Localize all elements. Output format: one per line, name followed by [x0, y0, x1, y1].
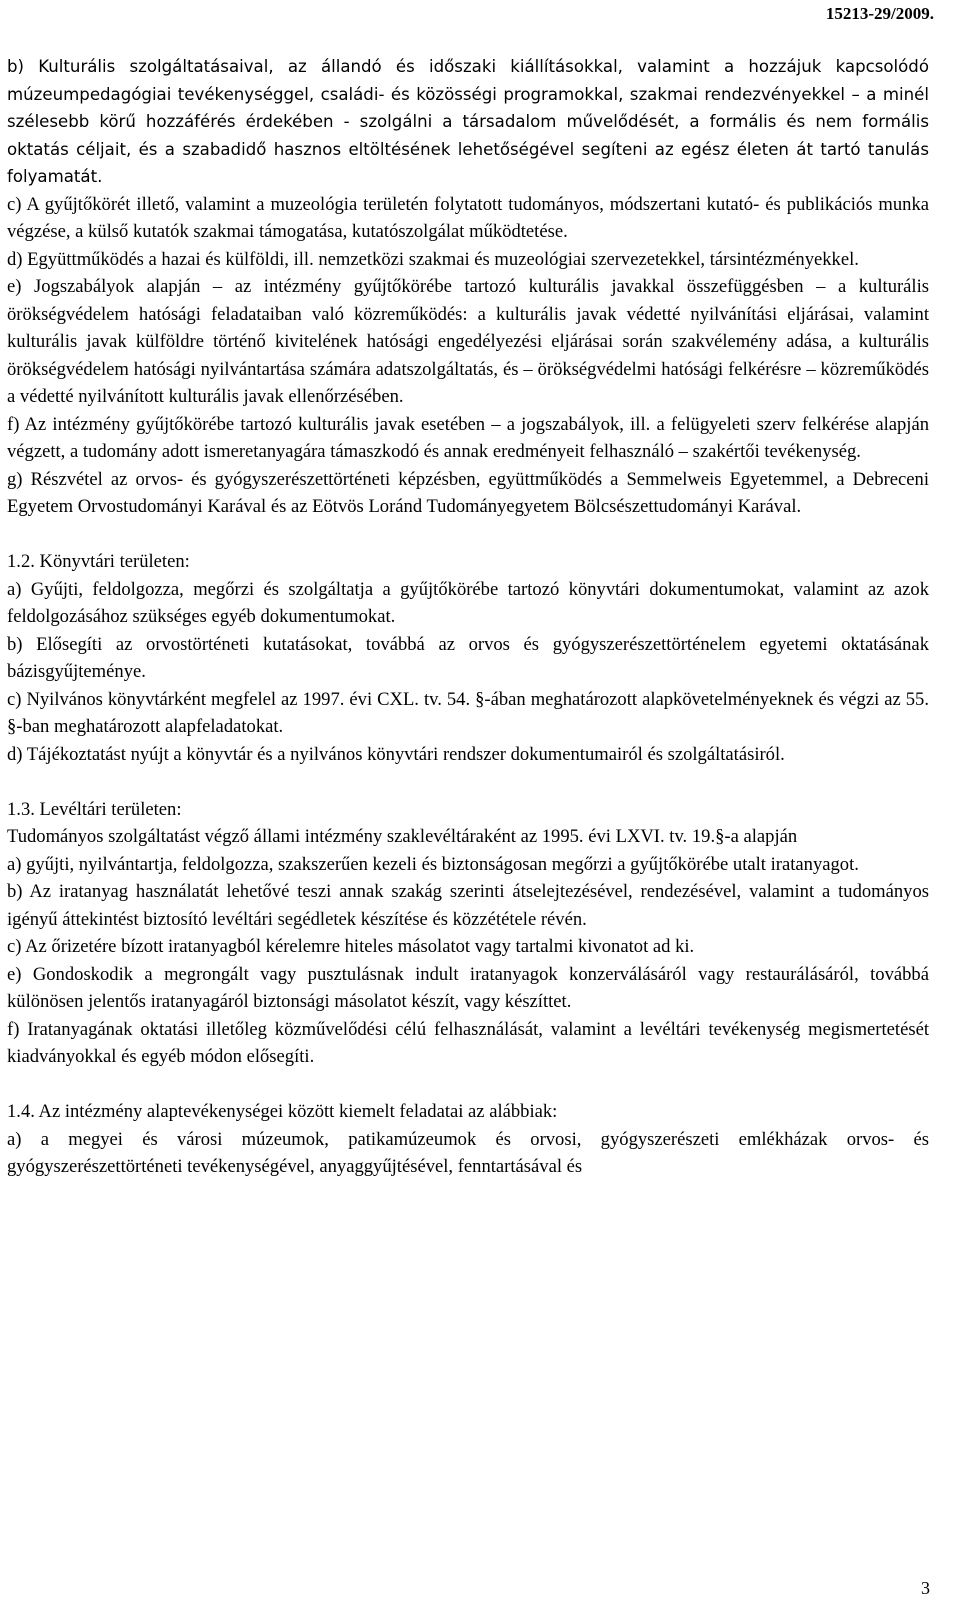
- paragraph-e-heritage-protection: e) Jogszabályok alapján – az intézmény gyűjtőkörébe tartozó kulturális javakkal összefüggésben – a kulturális örökségvédelem hatósági feladataiban való közreműködés: a kulturális javak védetté nyilvánítási eljárásai, valamint kulturális javak külföldre történő kivitelének hatósági engedélyezési eljárásai során szakvélemény adása, a kulturális örökségvédelem hatósági nyilvántartása számára adatszolgáltatás, és – örökségvédelmi hatósági felkérésre – közreműködés a védetté nyilvánított kulturális javak ellenőrzésében.: [7, 276, 929, 407]
- archive-item-c: c) Az őrizetére bízott iratanyagból kérelemre hiteles másolatot vagy tartalmi kivonatot ad ki.: [7, 936, 695, 957]
- paragraph-b-cultural-services: b) Kulturális szolgáltatásaival, az állandó és időszaki kiállításokkal, valamint a hozzájuk kapcsolódó múzeumpedagógiai tevékenységgel, családi- és közösségi programokkal, szakmai rendezvényekkel – a minél szélesebb körű hozzáférés érdekében - szolgálni a társadalom művelődését, a formális és nem formális oktatás céljait, és a szabadidő hasznos eltöltésének lehetőségével segíteni az egész életen át tartó tanulás folyamatát.: [7, 57, 929, 186]
- paragraph-f-expert-activity: f) Az intézmény gyűjtőkörébe tartozó kulturális javak esetében – a jogszabályok, ill. a felügyeleti szerv felkérése alapján végzett, a tudomány adott ismeretanyagára támaszkodó és annak eredményeit felhasználó – szakértői tevékenység.: [7, 413, 929, 462]
- section-1-3-heading: 1.3. Levéltári területen:: [7, 798, 182, 820]
- page-number: 3: [921, 1578, 930, 1598]
- paragraph-g-education: g) Részvétel az orvos- és gyógyszerészettörténeti képzésben, együttműködés a Semmelweis Egyetemmel, a Debreceni Egyetem Orvostudományi Karával és az Eötvös Loránd Tudományegyetem Bölcsészettudományi Karával.: [7, 468, 929, 517]
- core-task-item-a: a) a megyei és városi múzeumok, patikamúzeumok és orvosi, gyógyszerészeti emlékházak orvos- és gyógyszerészettörténeti tevékenységével, anyaggyűjtésével, fenntartásával és: [7, 1128, 929, 1177]
- library-item-c: c) Nyilvános könyvtárként megfelel az 1997. évi CXL. tv. 54. §-ában meghatározott alapkövetelményeknek és végzi az 55. §-ban meghatározott alapfeladatokat.: [7, 688, 929, 737]
- paragraph-d-cooperation: d) Együttműködés a hazai és külföldi, ill. nemzetközi szakmai és muzeológiai szervezetekkel, társintézményekkel.: [7, 248, 859, 270]
- section-1-4-heading: 1.4. Az intézmény alaptevékenységei között kiemelt feladatai az alábbiak:: [7, 1101, 558, 1122]
- section-spacer: [7, 768, 929, 796]
- section-spacer: [7, 1071, 929, 1099]
- library-item-a: a) Gyűjti, feldolgozza, megőrzi és szolgáltatja a gyűjtőkörébe tartozó könyvtári dokumentumokat, valamint az azok feldolgozásához szükséges egyéb dokumentumokat.: [7, 578, 929, 627]
- library-item-b: b) Elősegíti az orvostörténeti kutatásokat, továbbá az orvos és gyógyszerészettörténelem egyetemi oktatásának bázisgyűjteménye.: [7, 633, 929, 682]
- section-1-2-heading: 1.2. Könyvtári területen:: [7, 551, 190, 572]
- library-item-d: d) Tájékoztatást nyújt a könyvtár és a nyilvános könyvtári rendszer dokumentumairól és szolgáltatásiról.: [7, 743, 785, 765]
- archive-item-f: f) Iratanyagának oktatási illetőleg közművelődési célú felhasználását, valamint a levéltári tevékenység megismertetését kiadványokkal és egyéb módon elősegíti.: [7, 1018, 929, 1067]
- archive-item-b: b) Az iratanyag használatát lehetővé teszi annak szakág szerinti átselejtezésével, rendezésével, valamint a tudományos igényű áttekintést biztosító levéltári segédletek készítése és közzététele révén.: [7, 881, 929, 930]
- section-spacer: [7, 521, 929, 549]
- archive-intro: Tudományos szolgáltatást végző állami intézmény szaklevéltáraként az 1995. évi LXVI. tv. 19.§-a alapján: [7, 826, 798, 847]
- document-body: [7, 53, 929, 1181]
- archive-item-e: e) Gondoskodik a megrongált vagy pusztulásnak indult iratanyagok konzerválásáról vagy restaurálásáról, továbbá különösen jelentős iratanyagáról biztonsági másolatot készít, vagy készíttet.: [7, 963, 929, 1012]
- paragraph-c-research: c) A gyűjtőkörét illető, valamint a muzeológia területén folytatott tudományos, módszertani kutató- és publikációs munka végzése, a külső kutatók szakmai támogatása, kutatószolgálat működtetése.: [7, 193, 929, 242]
- archive-item-a: a) gyűjti, nyilvántartja, feldolgozza, szakszerűen kezeli és biztonságosan megőrzi a gyűjtőkörébe utalt iratanyagot.: [7, 853, 859, 875]
- document-reference-number: 15213-29/2009.: [825, 4, 934, 23]
